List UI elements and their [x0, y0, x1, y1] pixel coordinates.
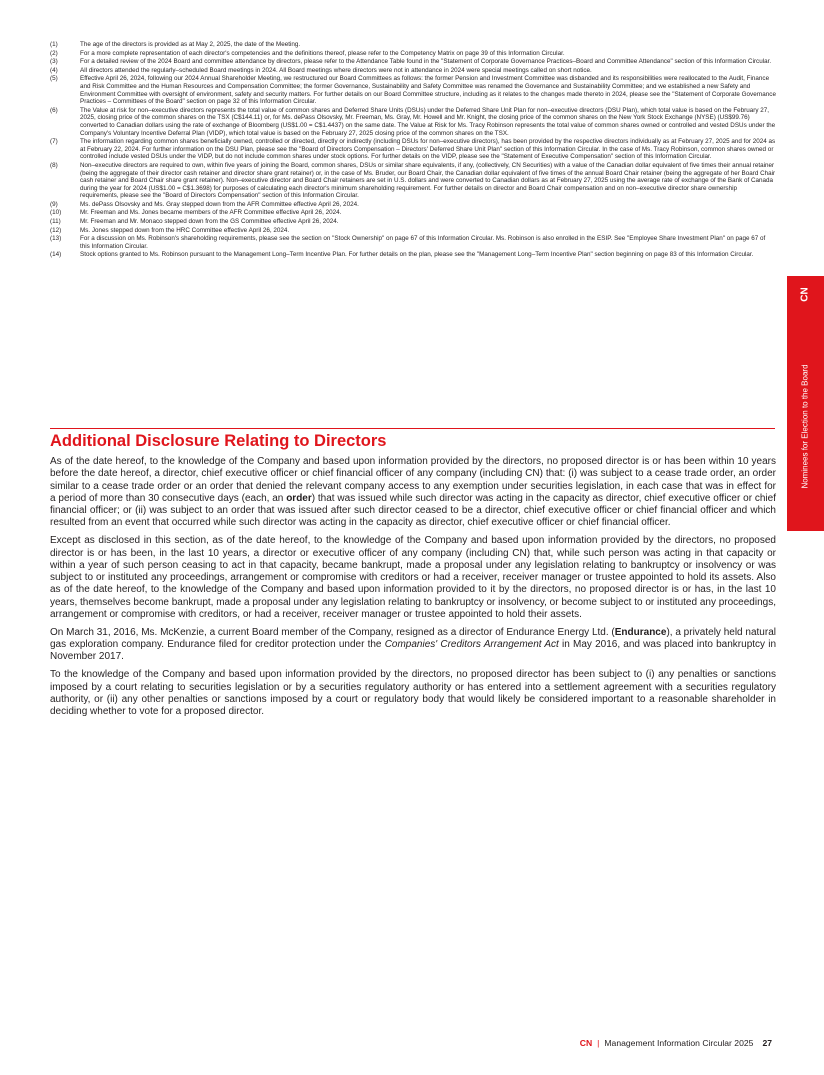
footnote-number: (14): [50, 251, 62, 259]
footnote-number: (3): [50, 58, 58, 66]
footnote-text: Stock options granted to Ms. Robinson pursuant to the Management Long–Term Incentive Plan. For further details on the plan, please see the "Management Long–Term Incentive Plan" section beginning on page 83 of this Information Circular.: [80, 251, 754, 259]
footnote-number: (5): [50, 75, 58, 83]
footnote-number: (1): [50, 41, 58, 48]
footnote-number: (11): [50, 218, 61, 226]
page-footer: [580, 1038, 772, 1049]
footnote: [50, 209, 776, 217]
paragraph-text: in May 2016, and was placed into bankruptcy in November 2017.: [50, 639, 777, 663]
footnote: [50, 235, 776, 250]
footnote: [50, 107, 776, 137]
act-title: Companies' Creditors Arrangement Act: [384, 639, 559, 651]
footnote-text: The information regarding common shares beneficially owned, controlled or directed, directly or indirectly (including DSUs for non–executive directors), has been provided by the respective directors individually as at February 27, 2025 and for 2024 as at February 22, 2024. For further information on the DSU Plan, please see the "Board of Directors Compensation – Directors' Deferred Share Unit Plan" section of this Information Circular. In the case of Ms. Tracy Robinson, common shares owned or controlled include vested DSUs under the VIDP, but do not include common shares under stock options. For further details on the VIDP, please see the "Statement of Executive Compensation" section of this Information Circular.: [80, 138, 776, 161]
footnote: [50, 41, 776, 49]
defined-term: order: [286, 492, 312, 504]
footnote-number: (4): [50, 66, 58, 74]
footer-brand: CN: [579, 1038, 593, 1048]
footnote-text: Non–executive directors are required to own, within five years of joining the Board, common shares, DSUs or similar share equivalents, if any, (collectively, CN Securities) with a value of the Canadian dollar equivalent of five times their annual retainer (being the aggregate of their director cash retainer and director share grant retainer) or, in the case of Ms. Bruder, our Board Chair, the Canadian dollar equivalent of five times of the annual Board Chair retainer (being the aggregate of her Board Chair cash retainer and Board Chair share grant retainer). Non–executive director and Board Chair retainers are set in U.S. dollars and were converted to Canadian dollars as at February 27, 2025 using the average rate of exchange of the Bank of Canada during the year for 2024 (US$1.00 = C$1.3698) for purposes of calculating each director's minimum shareholding requirement. For further details on director and Board Chair compensation and on non–executive director share ownership requirements, please see the "Board of Directors Compensation" section of this Information Circular.: [80, 161, 776, 200]
paragraph-text: ) that was issued while such director was acting in the capacity as director, chief executive officer or chief financial officer; or (ii) was subject to an order that was issued after such director ceased to be a director, chief executive officer or chief financial officer and which resulted from an event that occurred while such director was acting in the capacity as director, chief executive officer or chief financial officer.: [50, 492, 776, 529]
footnote-number: (6): [50, 106, 58, 114]
defined-term: Endurance: [614, 626, 667, 638]
footnote-text: For a discussion on Ms. Robinson's shareholding requirements, please see the section on "Stock Ownership" on page 67 of this Information Circular. Ms. Robinson is also enrolled in the ESIP. See "Employee Share Investment Plan" on page 67 of this Information Circular.: [80, 235, 766, 250]
footnote-text: For a more complete representation of each director's competencies and the definitions thereof, please refer to the Competency Matrix on page 39 of this Information Circular.: [80, 49, 565, 57]
footnotes: [50, 41, 776, 260]
paragraph-text: ), a privately held natural gas exploration company. Endurance filed for creditor protection under the: [50, 626, 776, 651]
footnote-text: Mr. Freeman and Mr. Monaco stepped down from the GS Committee effective April 26, 2024.: [80, 218, 339, 226]
paragraph: [50, 456, 776, 530]
paragraph-text: On March 31, 2016, Ms. McKenzie, a current Board member of the Company, resigned as a director of Endurance Energy Ltd. (: [50, 626, 615, 638]
footnote-number: (8): [50, 161, 58, 169]
footnote: [50, 75, 776, 105]
footnote-text: All directors attended the regularly–scheduled Board meetings in 2024. All Board meetings where directors were not in attendance in 2024 were special meetings called on short notice.: [80, 66, 592, 74]
footnote: [50, 251, 776, 259]
footnote-number: (10): [50, 209, 62, 217]
footnote-text: The Value at risk for non–executive directors represents the total value of common shares and Deferred Share Units (DSUs) under the Deferred Share Unit Plan for non–executive directors (DSU Plan), which total value is based on the February 27, 2025, closing price of the common shares on the TSX (C$144.11) or, for Ms. dePass Olsovsky, Mr. Freeman, Ms. Gray, Mr. Howell and Mr. Knight, the closing price of the common shares on the New York Stock Exchange (NYSE) (US$99.76) converted to Canadian dollars using the rate of exchange of Bloomberg (US$1.00 = C$1.4437) on the same date. The Value at Risk for Ms. Tracy Robinson represents the total value of common shares owned or controlled and vested DSUs under the Company's Voluntary Incentive Deferral Plan (VIDP), which total value is based on the February 27, 2025 closing price of the common shares on the TSX.: [80, 106, 776, 137]
footnote: [50, 67, 776, 75]
paragraph-text: As of the date hereof, to the knowledge of the Company and based upon information provided by the directors, no proposed director is or has been within 10 years before the date hereof, a director, chief executive officer or chief financial officer of any company (including CN) that: (i) was subject to a cease trade order, an order similar to a cease trade order or an order that denied the relevant company access to any exemption under securities legislation, in each case that was in effect for a period of more than 30 consecutive days (each, an: [50, 456, 776, 504]
section-body: [50, 456, 776, 724]
footnote: [50, 218, 776, 226]
footnote: [50, 138, 776, 161]
footnote: [50, 162, 776, 200]
side-tab-label: Nominees for Election to the Board: [801, 363, 811, 489]
footnote-text: Mr. Freeman and Ms. Jones became members of the AFR Committee effective April 26, 2024.: [80, 209, 342, 217]
paragraph: Except as disclosed in this section, as of the date hereof, to the knowledge of the Company and based upon information provided by the directors, no proposed director is or has been, in the last 10 years, a director or executive officer of any company (including CN) that, while such person was acting in that capacity or within a year of such person ceasing to act in that capacity, became bankrupt, made a proposal under any legislation relating to bankruptcy or insolvency or was subject to or instituted any proceedings, arrangement or compromise with creditors or had a receiver, receiver manager or trustee appointed to hold its assets. Also as of the date hereof, to the knowledge of the Company and based upon information provided to it by the directors, no proposed director is or has, in the last 10 years, themselves become bankrupt, made a proposal under any legislation relating to bankruptcy or insolvency, or become subject to or instituted any proceedings, arrangement or compromise with creditors, or had a receiver, receiver manager or trustee appointed to hold their assets.: [50, 535, 776, 621]
footnote-text: Ms. Jones stepped down from the HRC Committee effective April 26, 2024.: [80, 226, 290, 234]
footnote: [50, 201, 776, 209]
footnote: [50, 227, 776, 235]
paragraph: [50, 627, 776, 664]
page-number: 27: [762, 1038, 772, 1048]
section-divider: [50, 428, 775, 429]
section-side-tab: [787, 276, 824, 531]
side-tab-code: CN: [799, 286, 811, 302]
footnote-number: (13): [50, 235, 62, 243]
footnote-number: (9): [50, 200, 58, 208]
footnote-text: For a detailed review of the 2024 Board and committee attendance by directors, please refer to the Attendance Table found in the "Statement of Corporate Governance Practices–Board and Committee Attendance" section of this Information Circular.: [80, 58, 772, 66]
footnote-text: Ms. dePass Olsovsky and Ms. Gray stepped down from the AFR Committee effective April 26, 2024.: [80, 200, 359, 208]
footnote-number: (12): [50, 226, 62, 234]
footnote-number: (7): [50, 138, 58, 146]
section-title: Additional Disclosure Relating to Directors: [50, 432, 387, 450]
footnote-text: The age of the directors is provided as at May 2, 2025, the date of the Meeting.: [80, 41, 301, 48]
footer-title: Management Information Circular 2025: [604, 1038, 754, 1048]
footnote-text: Effective April 26, 2024, following our 2024 Annual Shareholder Meeting, we restructured our Board Committees as follows: the former Pension and Investment Committee was disbanded and its responsibilities were reallocated to the Audit, Finance and Risk Committee and the Human Resources and Compensation Committee; the former Governance, Sustainability and Safety Committee was renamed the Governance and Sustainability Committee; and we established a new Safety and Environment Committee with oversight of environment, safety and security matters. For further details on our Board Committee structure, including as it relates to the changes made thereto in 2024, please see the "Statement of Corporate Governance Practices – Committees of the Board" section on page 32 of this Information Circular.: [80, 75, 776, 106]
footnote: [50, 58, 776, 66]
footnote: [50, 50, 776, 58]
paragraph: To the knowledge of the Company and based upon information provided by the directors, no proposed director has been subject to (i) any penalties or sanctions imposed by a court relating to securities legislation or by a securities regulatory authority or has entered into a settlement agreement with a securities regulatory authority, or (ii) any other penalties or sanctions imposed by a court or regulatory body that would likely be considered important to a reasonable shareholder in deciding whether to vote for a proposed director.: [50, 669, 776, 718]
footer-separator: |: [597, 1038, 600, 1048]
footnote-number: (2): [50, 49, 58, 57]
